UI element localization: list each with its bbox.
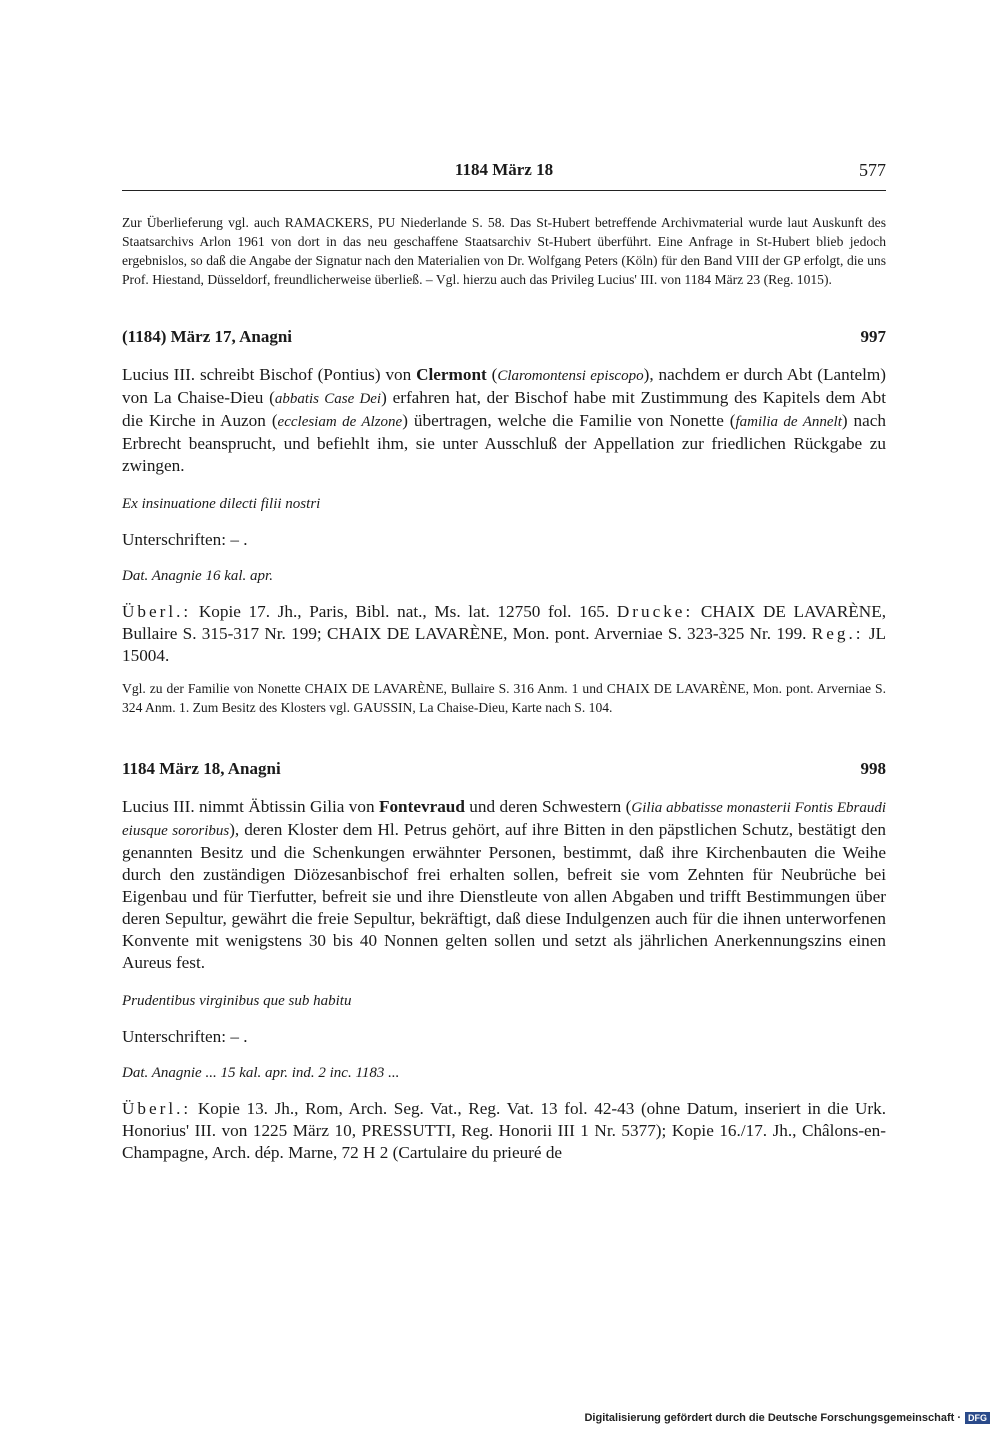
entry-998-incipit: Prudentibus virginibus que sub habitu (122, 993, 352, 1009)
place-name: Clermont (416, 365, 487, 384)
footer-text: Digitalisierung gefördert durch die Deutsche Forschungsgemeinschaft · (584, 1412, 961, 1424)
latin-term: familia de Annelt (735, 414, 842, 430)
text: Kopie 17. Jh., Paris, Bibl. nat., Ms. lat. 12750 fol. 165. (191, 602, 610, 621)
latin-term: ecclesiam de Alzone (277, 414, 403, 430)
label: Überl.: (122, 1099, 192, 1118)
entry-997-incipit: Ex insinuatione dilecti filii nostri (122, 496, 321, 512)
place-name: Fontevraud (378, 797, 465, 816)
entry-998-summary (122, 796, 886, 974)
entry-998-signatures: Unterschriften: – . (122, 1027, 248, 1046)
latin-term: Claromontensi episcopo (497, 368, 644, 384)
page (122, 150, 886, 1164)
entry-997-signatures: Unterschriften: – . (122, 530, 248, 549)
running-head-title: 1184 März 18 (454, 160, 554, 179)
entry-998-number: 998 (860, 759, 886, 778)
text: ) erfahren hat, der Bischof habe mit Zustimmung des Kapitels dem Abt die Kirche in Auzon ( (122, 388, 886, 430)
entry-997-date: (1184) März 17, Anagni (122, 327, 292, 346)
header-rule (122, 190, 886, 191)
latin-term: Gilia abbatisse monasterii Fontis Ebraudi eiusque sororibus (122, 800, 886, 839)
text: Lucius III. nimmt Äbtissin Gilia von (122, 797, 379, 816)
text: Lucius III. schreibt Bischof (Pontius) von (122, 365, 417, 384)
latin-term: abbatis Case Dei (274, 391, 382, 407)
dfg-logo: DFG (965, 1412, 990, 1424)
entry-997-note: Vgl. zu der Familie von Nonette CHAIX DE LAVARÈNE, Bullaire S. 316 Anm. 1 und CHAIX DE LAVARÈNE, Mon. pont. Arverniae S. 324 Anm. 1. Zum Besitz des Klosters vgl. GAUSSIN, La Chaise-Dieu, Karte nach S. 104. (122, 681, 886, 715)
text: CHAIX DE LAVARÈNE, Bullaire S. 315-317 Nr. 199; CHAIX DE LAVARÈNE, Mon. pont. Arverniae S. 323-325 Nr. 199. (122, 602, 887, 643)
text: ), deren Kloster dem Hl. Petrus gehört, auf ihre Bitten in den päpstlichen Schutz, bestätigt den genannten Besitz und die Schenkungen erwähnter Personen, bestimmt, daß ihre Kirchenbauten die Weihe durch den zuständigen Diözesanbischof frei erhalten sollen, befreit sie vom Zehnten für Neubrüche bei Eigenbau und für Tierfutter, befreit sie und ihre Dienstleute von allen Abgaben und trifft Bestimmungen über deren Sepultur, gewährt die freie Sepultur, bekräftigt, daß diese Indulgenzen auch für die ihnen unterworfenen Konvente mit wenigstens 30 bis 40 Nonnen gelten sollen und setzt als jährlichen Anerkennungszins einen Aureus fest. (122, 820, 886, 972)
intro-note: Zur Überlieferung vgl. auch RAMACKERS, PU Niederlande S. 58. Das St-Hubert betreffende Archivmaterial wurde laut Auskunft des Staatsarchivs Arlon 1961 von dort in das neu geschaffene Staatsarchiv St-Hubert überführt. Eine Anfrage in St-Hubert blieb jedoch ergebnislos, so daß die Angabe der Signatur nach den Materialien von Dr. Wolfgang Peters (Köln) für den Band VIII der GP erfolgt, die uns Prof. Hiestand, Düsseldorf, freundlicherweise überließ. – Vgl. hierzu auch das Privileg Lucius' III. von 1184 März 23 (Reg. 1015). (122, 215, 886, 287)
entry-998-tradition (122, 1098, 886, 1164)
text: Kopie 13. Jh., Rom, Arch. Seg. Vat., Reg. Vat. 13 fol. 42-43 (ohne Datum, inseriert in die Urk. Honorius' III. von 1225 März 10, PRESSUTTI, Reg. Honorii III 1 Nr. 5377); Kopie 16./17. Jh., Châlons-en-Champagne, Arch. dép. Marne, 72 H 2 (Cartulaire du prieuré de (122, 1099, 886, 1162)
entry-997-tradition (122, 601, 886, 667)
text: und deren Schwestern ( (464, 797, 632, 816)
text: ( (486, 365, 498, 384)
label: Drucke: (616, 602, 694, 621)
entry-997-dating: Dat. Anagnie 16 kal. apr. (122, 568, 273, 584)
text: ) übertragen, welche die Familie von Nonette ( (402, 411, 736, 430)
text: ), nachdem er durch Abt (Lantelm) von La Chaise-Dieu ( (122, 365, 887, 407)
entry-998-heading (122, 759, 886, 779)
page-number: 577 (859, 160, 886, 180)
label: Reg.: (811, 624, 864, 643)
text: JL 15004. (122, 624, 887, 665)
label: Überl.: (122, 602, 192, 621)
entry-997-summary (122, 364, 886, 477)
running-head (122, 150, 886, 186)
entry-997-number: 997 (860, 327, 886, 346)
funding-footer (584, 1412, 990, 1424)
entry-998-dating: Dat. Anagnie ... 15 kal. apr. ind. 2 inc. 1183 ... (122, 1065, 400, 1081)
entry-998-date: 1184 März 18, Anagni (122, 759, 281, 778)
entry-997-heading (122, 327, 886, 347)
text: ) nach Erbrecht beansprucht, und befiehlt ihm, sie unter Ausschluß der Appellation zur friedlichen Rückgabe zu zwingen. (122, 411, 886, 475)
